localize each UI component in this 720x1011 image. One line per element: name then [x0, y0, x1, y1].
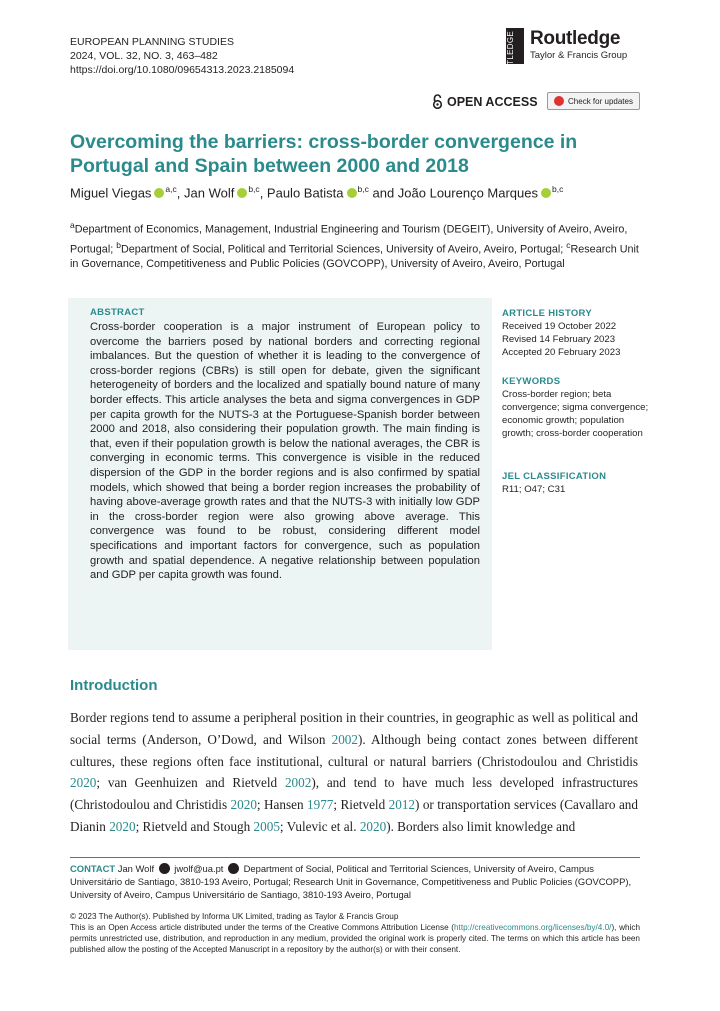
author-name: João Lourenço Marques [397, 185, 538, 201]
title-line-1: Overcoming the barriers: cross-border convergence in [70, 131, 578, 153]
paragraph-text: ; Rietveld [333, 797, 389, 813]
keywords-section [502, 375, 652, 440]
author-affiliation-marker: b,c [357, 184, 369, 194]
author-list [70, 184, 563, 200]
keywords-heading: KEYWORDS [502, 376, 561, 387]
jel-section [502, 470, 652, 496]
received-date: Received 19 October 2022 [502, 321, 617, 332]
open-access-label: OPEN ACCESS [447, 94, 538, 109]
paragraph-text: ). Although being contact zones between different cultures, these regions often face institutional, cultural or natural barriers (Christodoulou and Christidis [70, 731, 638, 769]
citation-link[interactable]: 2020 [70, 775, 97, 791]
author-name: Miguel Viegas [70, 185, 152, 201]
affiliation-marker: a [70, 220, 75, 230]
author-separator: and [368, 185, 398, 201]
introduction-heading: Introduction [70, 677, 158, 694]
publisher-subtitle: Taylor & Francis Group [530, 50, 628, 61]
author-name: Paulo Batista [266, 185, 344, 201]
contact-label: CONTACT [70, 863, 116, 874]
keywords-list: Cross-border region; beta convergence; sigma convergence; economic growth; population growth; cross-border cooperation [502, 389, 649, 439]
abstract-text: Cross-border cooperation is a major instrument of European policy to overcome the barriers posed by national borders and correcting regional imbalances. But the question of whether it is leading to the convergence of cross-border regions (CBRs) is still open for debate, given the significant heterogeneity of borders and the localized and spatially bound nature of many border effects. This article analyses the beta and sigma convergences in GDP per capita growth for the NUTS-3 at the Portuguese-Spanish border between 2000 and 2018, also considering their population growth. The main finding is that, even if their population growth is below the national averages, the CBR is converging in economic terms. This convergence is visible in the reduced dispersion of the GDP in the border regions and is also confirmed by spatial models, which showed that being a border region increases the probability of having above-average growth rates and that the NUTS-3 with initially low GDP in the cross-border region were also growing above average. This convergence was found to be robust, considering different model specifications and important factors for convergence, such as population growth and spatial dependence. A negative relationship between population and GDP per capita growth was found. [90, 321, 480, 582]
license-notice [70, 922, 640, 955]
orcid-icon[interactable] [541, 188, 551, 198]
license-text-start: This is an Open Access article distributed under the terms of the Creative Commons Attribution License ( [70, 923, 454, 932]
contact-block [70, 862, 640, 901]
accepted-date: Accepted 20 February 2023 [502, 347, 621, 358]
affiliation-marker: c [566, 239, 571, 250]
copyright-notice: © 2023 The Author(s). Published by Informa UK Limited, trading as Taylor & Francis Group [70, 912, 399, 921]
paragraph-text: ; Rietveld and Stough [135, 818, 254, 834]
author-name: Jan Wolf [184, 185, 235, 201]
citation-link[interactable]: 1977 [307, 797, 334, 813]
paragraph-text: ; Vulevic et al. [279, 818, 360, 834]
affiliation-text: Department of Economics, Management, Industrial Engineering and Tourism (DEGEIT), University of Aveiro, Aveiro, Portugal; [70, 223, 628, 256]
jel-heading: JEL CLASSIFICATION [502, 471, 607, 482]
jel-codes: R11; O47; C31 [502, 484, 566, 495]
introduction-paragraph [70, 707, 638, 838]
journal-name: EUROPEAN PLANNING STUDIES [70, 36, 234, 48]
citation-link[interactable]: 2002 [331, 731, 358, 747]
affiliation-marker: b [116, 239, 121, 250]
author-affiliation-marker: b,c [552, 184, 564, 194]
citation-link[interactable]: 2020 [359, 818, 387, 834]
paragraph-text: ; Hansen [256, 797, 308, 813]
routledge-mark-icon: ROUTLEDGE [506, 28, 524, 64]
paragraph-text: ; van Geenhuizen and Rietveld [96, 775, 285, 791]
citation-link[interactable]: 2005 [253, 818, 280, 834]
publisher-logo [506, 28, 628, 84]
footer-divider [70, 857, 640, 858]
doi-link[interactable]: https://doi.org/10.1080/09654313.2023.2185094 [70, 64, 295, 76]
contact-name: Jan Wolf [117, 863, 155, 874]
author-affiliation-marker: a,c [165, 184, 177, 194]
open-lock-icon [432, 94, 443, 109]
license-link[interactable]: http://creativecommons.org/licenses/by/4.0/ [453, 923, 612, 932]
title-line-2: Portugal and Spain between 2000 and 2018 [70, 155, 469, 177]
author-affiliation-marker: b,c [248, 184, 260, 194]
contact-email[interactable]: jwolf@ua.pt [174, 863, 224, 874]
orcid-icon[interactable] [347, 188, 357, 198]
affiliation-text: Department of Social, Political and Territorial Sciences, University of Aveiro, Aveiro, Portugal; [120, 243, 567, 256]
citation-link[interactable]: 2020 [109, 818, 136, 834]
publisher-name: Routledge [530, 28, 621, 49]
contact-address: Department of Social, Political and Territorial Sciences, University of Aveiro, Campus Universitário de Santiago, 3810-193 Aveiro, Portugal; Research Unit in Governance, Competitiveness and Public Policies (GOVCOPP), University of Aveiro, Campus Universitário de Santiago, 3810-193 Aveiro, Portugal [70, 863, 632, 900]
address-icon [228, 863, 239, 874]
affiliation-text: Research Unit in Governance, Competitiveness and Public Policies (GOVCOPP), University of Aveiro, Aveiro, Portugal [70, 243, 639, 271]
revised-date: Revised 14 February 2023 [502, 334, 616, 345]
article-history [502, 307, 652, 359]
affiliations [70, 218, 650, 272]
check-updates-button[interactable] [547, 92, 640, 110]
journal-volume: 2024, VOL. 32, NO. 3, 463–482 [70, 50, 218, 62]
article-history-heading: ARTICLE HISTORY [502, 308, 593, 319]
paragraph-text: ). Borders also limit knowledge and [386, 818, 576, 834]
journal-info [70, 35, 294, 77]
email-icon [159, 863, 170, 874]
citation-link[interactable]: 2002 [284, 775, 312, 791]
orcid-icon[interactable] [237, 188, 247, 198]
citation-link[interactable]: 2012 [388, 797, 415, 813]
author-separator: , [176, 185, 184, 201]
abstract-heading: ABSTRACT [90, 307, 145, 318]
citation-link[interactable]: 2020 [230, 797, 257, 813]
open-access-badge [432, 94, 538, 109]
paragraph-text: ) or transportation services (Cavallaro and Dianin [70, 797, 638, 834]
check-updates-label: Check for updates [568, 96, 633, 106]
crossmark-icon [554, 96, 564, 106]
article-title [70, 130, 660, 178]
author-separator: , [259, 185, 267, 201]
license-text-end: ), which permits unrestricted use, distribution, and reproduction in any medium, provided the original work is properly cited. The terms on which this article has been published allow the posting of the Accepted Manuscript in a repository by the author(s) or with their consent. [70, 923, 640, 954]
orcid-icon[interactable] [154, 188, 164, 198]
paragraph-text: ), and tend to have much less developed infrastructures (Christodoulou and Christidis [70, 775, 638, 813]
paragraph-text: Border regions tend to assume a peripheral position in their countries, in geographic as well as political and social terms (Anderson, O’Dowd, and Wilson [70, 710, 638, 747]
